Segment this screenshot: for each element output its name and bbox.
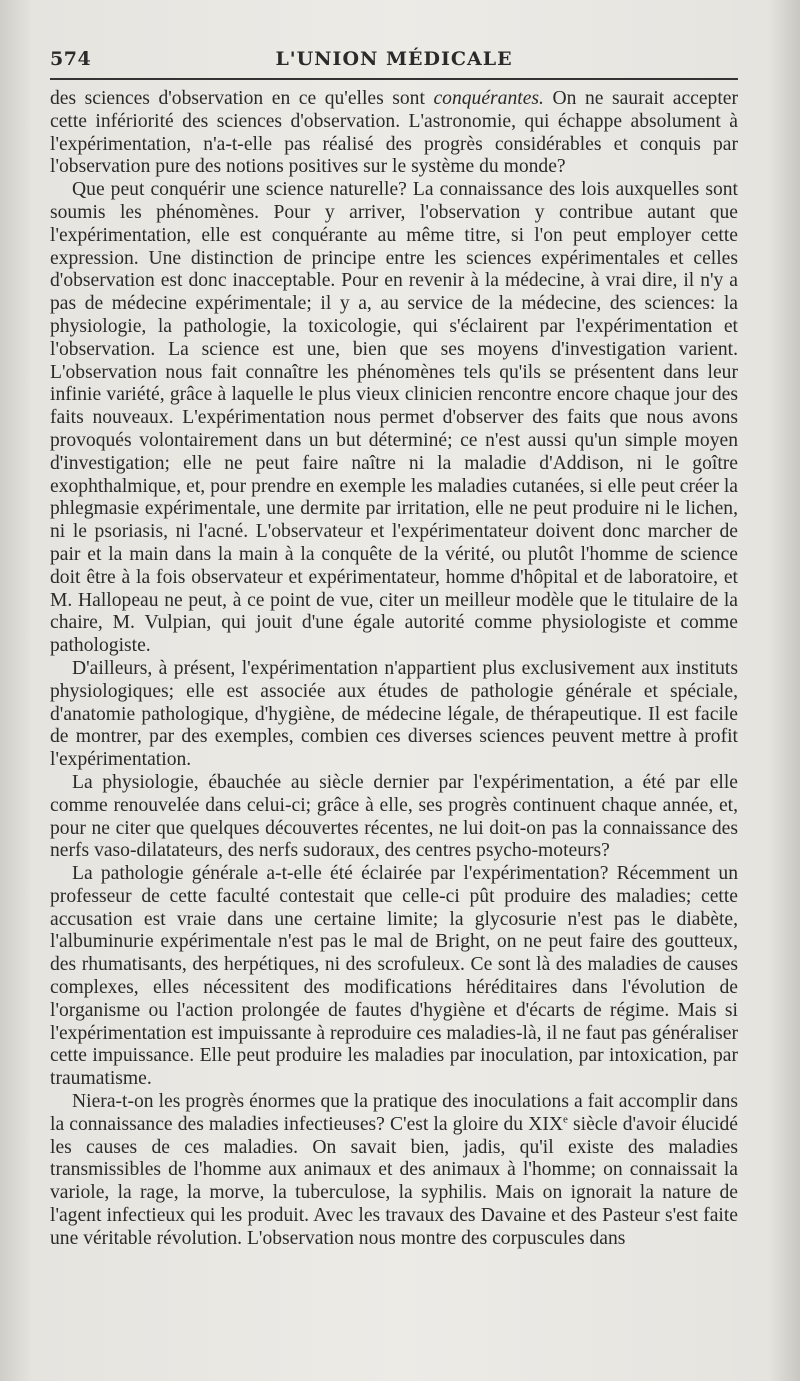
paragraph-5: La pathologie générale a-t-elle été éclairée par l'expérimentation? Récemment un professeur de cette faculté contestait que celle-ci pût produire des maladies; cette accusation est vraie dans une certaine limite; la glycosurie n'est pas le diabète, l'albuminurie expérimentale n'est pas le mal de Bright, on ne peut faire des goutteux, des rhumatisants, des herpétiques, ni des scrofuleux. Ce sont là des maladies de causes complexes, elles nécessitent des modifications héréditaires dans l'évolution de l'organisme ou l'action prolongée de fautes d'hygiène et d'écarts de régime. Mais si l'expérimentation est impuissante à reproduire ces maladies-là, il ne faut pas généraliser cette impuissance. Elle peut produire les maladies par inoculation, par intoxication, par traumatisme. <box>50 863 738 1090</box>
journal-title: L'UNION MÉDICALE <box>275 48 513 70</box>
p6-text-b: siècle d'avoir élucidé les causes de ces maladies. On savait bien, jadis, qu'il existe des maladies transmissibles de l'homme aux animaux et des animaux à l'homme; on connaissait la variole, la rage, la morve, la tuberculose, la syphilis. Mais on ignorait la nature de l'agent infectieux qui les produit. Avec les travaux des Davaine et des Pasteur s'est faite une véritable révolution. L'observation nous montre des corpuscules dans <box>50 1113 738 1249</box>
p6-century: XIX <box>528 1113 564 1135</box>
header-rule <box>50 78 738 80</box>
paragraph-2: Que peut conquérir une science naturelle? La connaissance des lois auxquelles sont soumis les phénomènes. Pour y arriver, l'observation y contribue autant que l'expérimentation, elle est conquérante au même titre, si l'on peut employer cette expression. Une distinction de principe entre les sciences expérimentales et celles d'observation est donc inacceptable. Pour en revenir à la médecine, à vrai dire, il n'y a pas de médecine expérimentale; il y a, au service de la médecine, des sciences: la physiologie, la pathologie, la toxicologie, qui s'éclairent par l'expérimentation et l'observation. La science est une, bien que ses moyens d'investigation varient. L'observation nous fait connaître les phénomènes tels qu'ils se présentent dans leur infinie variété, grâce à laquelle le plus vieux clinicien rencontre encore chaque jour des faits nouveaux. L'expérimentation nous permet d'observer des faits que nous avons provoqués volontairement dans un but déterminé; ce n'est aussi qu'un simple moyen d'investigation; elle ne peut faire naître ni la maladie d'Addison, ni le goître exophthalmique, et, pour prendre en exemple les maladies cutanées, si elle peut créer la phlegmasie expérimentale, une dermite par irritation, elle ne peut produire ni le lichen, ni le psoriasis, ni l'acné. L'observateur et l'expérimentateur doivent donc marcher de pair et la main dans la main à la conquête de la vérité, ou plutôt l'homme de science doit être à la fois observateur et expérimentateur, homme d'hôpital et de laboratoire, et M. Hallopeau ne peut, à ce point de vue, citer un meilleur modèle que le titulaire de la chaire, M. Vulpian, qui jouit d'une égale autorité comme physiologiste et comme pathologiste. <box>50 179 738 657</box>
page-number: 574 <box>50 48 92 70</box>
paragraph-6 <box>50 1091 738 1251</box>
paragraph-3: D'ailleurs, à présent, l'expérimentation n'appartient plus exclusivement aux instituts physiologiques; elle est associée aux études de pathologie générale et spéciale, d'anatomie pathologique, d'hygiène, de médecine légale, de thérapeutique. Il est facile de montrer, par des exemples, combien ces diverses sciences peuvent mettre à profit l'expérimentation. <box>50 657 738 771</box>
paragraph-4: La physiologie, ébauchée au siècle dernier par l'expérimentation, a été par elle comme renouvelée dans celui-ci; grâce à elle, ses progrès continuent chaque année, et, pour ne citer que quelques découvertes récentes, ne lui doit-on pas la connaissance des nerfs vaso-dilatateurs, des nerfs sudoraux, des centres psycho-moteurs? <box>50 771 738 862</box>
p6-text-a: Niera-t-on les progrès énormes que la pratique des inoculations a fait accomplir dans la connaissance des maladies infectieuses? C'est la gloire du <box>50 1091 738 1135</box>
body-text <box>50 88 738 1351</box>
p1-text-b: On ne saurait accepter cette infériorité des sciences d'observation. L'astronomie, qui échappe absolument à l'expérimentation, n'a-t-elle pas réalisé des progrès considérables et conquis par l'observation pure des notions positives sur le système du monde? <box>50 88 738 178</box>
p1-emphasis: conquérantes. <box>433 88 544 109</box>
p6-century-sup: e <box>563 1113 568 1126</box>
p1-text-a: des sciences d'observation en ce qu'elles sont <box>50 88 434 109</box>
paragraph-1 <box>50 88 738 179</box>
page-header <box>50 44 738 74</box>
